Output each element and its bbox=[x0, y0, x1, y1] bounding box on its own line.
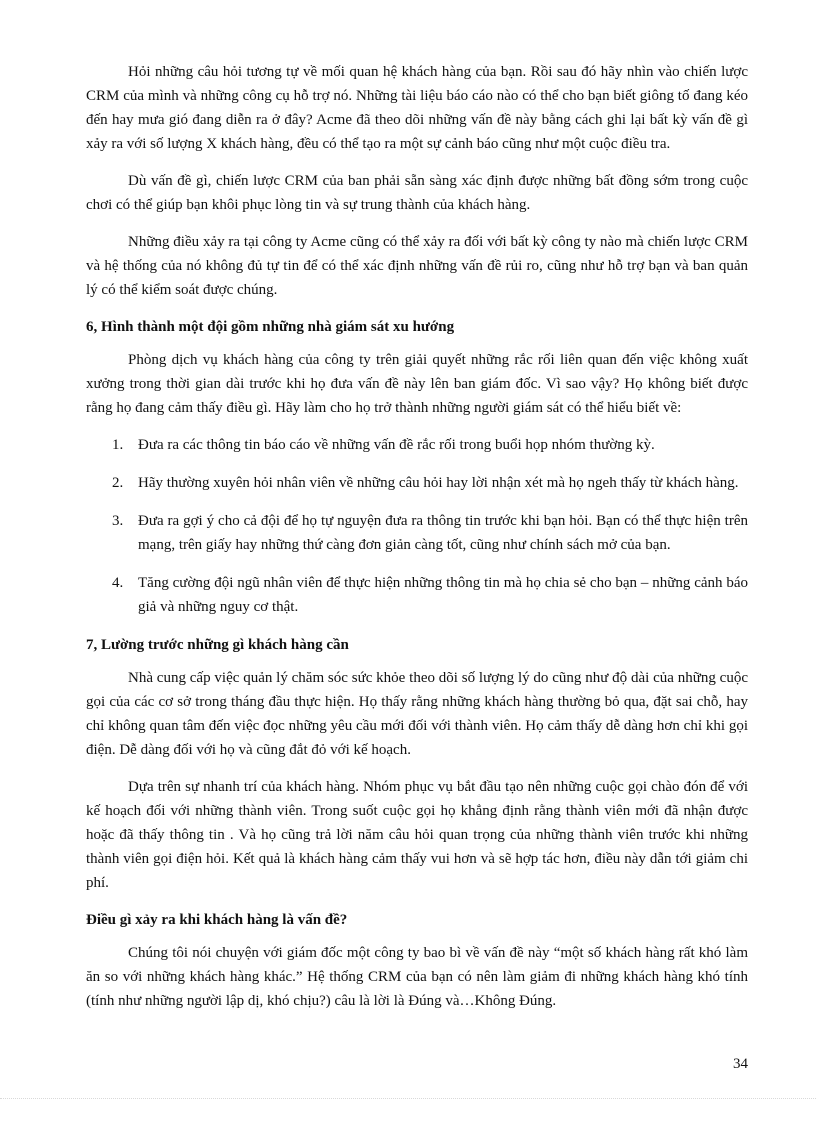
list-number: 2. bbox=[112, 475, 124, 491]
list-item bbox=[86, 509, 748, 557]
list-item bbox=[86, 571, 748, 619]
paragraph: Chúng tôi nói chuyện với giám đốc một công ty bao bì về vấn đề này “một số khách hàng rất khó làm ăn so với những khách hàng khác.” Hệ thống CRM của bạn có nên làm giảm đi những khách hàng khó tính (tính như những người lập dị, khó chịu?) câu là lời là Đúng và…Không Đúng. bbox=[86, 945, 748, 1009]
paragraph: Những điều xảy ra tại công ty Acme cũng có thể xảy ra đối với bất kỳ công ty nào mà chiến lược CRM và hệ thống của nó không đủ tự tin để có thể xác định những vấn đề rủi ro, cũng như hỗ trợ bạn và ban quản lý có thể kiểm soát được chúng. bbox=[86, 234, 748, 298]
list-item-text: Đưa ra các thông tin báo cáo về những vấn đề rắc rối trong buổi họp nhóm thường kỳ. bbox=[138, 437, 655, 453]
paragraph: Dù vấn đề gì, chiến lược CRM của ban phải sẵn sàng xác định được những bất đồng sớm trong cuộc chơi có thể giúp bạn khôi phục lòng tin và sự trung thành của khách hàng. bbox=[86, 173, 748, 213]
list-item-text: Hãy thường xuyên hỏi nhân viên về những câu hỏi hay lời nhận xét mà họ ngeh thấy từ khách hàng. bbox=[138, 475, 739, 491]
list-number: 1. bbox=[112, 437, 124, 453]
section-heading: 6, Hình thành một đội gồm những nhà giám sát xu hướng bbox=[86, 319, 455, 335]
list-item-text: Tăng cường đội ngũ nhân viên để thực hiện những thông tin mà họ chia sẻ cho bạn – những cảnh báo giả và những nguy cơ thật. bbox=[138, 575, 748, 615]
list-item bbox=[86, 433, 748, 457]
numbered-list bbox=[86, 433, 748, 619]
list-item-text: Đưa ra gợi ý cho cả đội để họ tự nguyện đưa ra thông tin trước khi bạn hỏi. Bạn có thể thực hiện trên mạng, trên giấy hay những thứ càng đơn giản càng tốt, cũng như chính sách mở của bạn. bbox=[138, 513, 748, 553]
page-number: 34 bbox=[733, 1056, 748, 1072]
section-heading: 7, Lường trước những gì khách hàng cần bbox=[86, 637, 349, 653]
paragraph: Nhà cung cấp việc quản lý chăm sóc sức khỏe theo dõi số lượng lý do cũng như độ dài của những cuộc gọi của các cơ sở trong tháng đầu thực hiện. Họ thấy rằng những khách hàng thường bỏ qua, đặt sai chỗ, hay chỉ không quan tâm đến việc đọc những yêu cầu mới đối với thành viên. Họ cảm thấy dễ dàng hơn chỉ khi gọi điện. Dễ dàng đối với họ và cũng đắt đỏ với kế hoạch. bbox=[86, 670, 748, 758]
paragraph: Phòng dịch vụ khách hàng của công ty trên giải quyết những rắc rối liên quan đến việc không xuất xưởng trong thời gian dài trước khi họ đưa vấn đề này lên ban giám đốc. Vì sao vậy? Họ không biết được rằng họ đang cảm thấy điều gì. Hãy làm cho họ trở thành những người giám sát có thể hiểu biết về: bbox=[86, 352, 748, 416]
paragraph: Dựa trên sự nhanh trí của khách hàng. Nhóm phục vụ bắt đầu tạo nên những cuộc gọi chào đón để với kế hoạch đối với những thành viên. Trong suốt cuộc gọi họ khẳng định rằng thành viên mới đã nhận được hoặc đã thấy thông tin . Và họ cũng trả lời năm câu hỏi quan trọng của những thành viên trước khi những thành viên gọi điện hỏi. Kết quả là khách hàng cảm thấy vui hơn và sẽ hợp tác hơn, điều này dẫn tới giảm chi phí. bbox=[86, 779, 748, 891]
list-number: 3. bbox=[112, 513, 124, 529]
paragraph: Hỏi những câu hỏi tương tự về mối quan hệ khách hàng của bạn. Rồi sau đó hãy nhìn vào chiến lược CRM của mình và những công cụ hỗ trợ nó. Những tài liệu báo cáo nào có thể cho bạn biết giông tố đang kéo đến hay mưa gió đang diễn ra ở đây? Acme đã theo dõi những vấn đề này bằng cách ghi lại bất kỳ vấn đề gì xảy ra với số lượng X khách hàng, đều có thể tạo ra một sự cảnh báo cũng như một cuộc điều tra. bbox=[86, 64, 748, 152]
list-number: 4. bbox=[112, 575, 124, 591]
section-heading: Điều gì xảy ra khi khách hàng là vấn đề? bbox=[86, 912, 348, 928]
list-item bbox=[86, 471, 748, 495]
bottom-divider bbox=[0, 1098, 816, 1099]
